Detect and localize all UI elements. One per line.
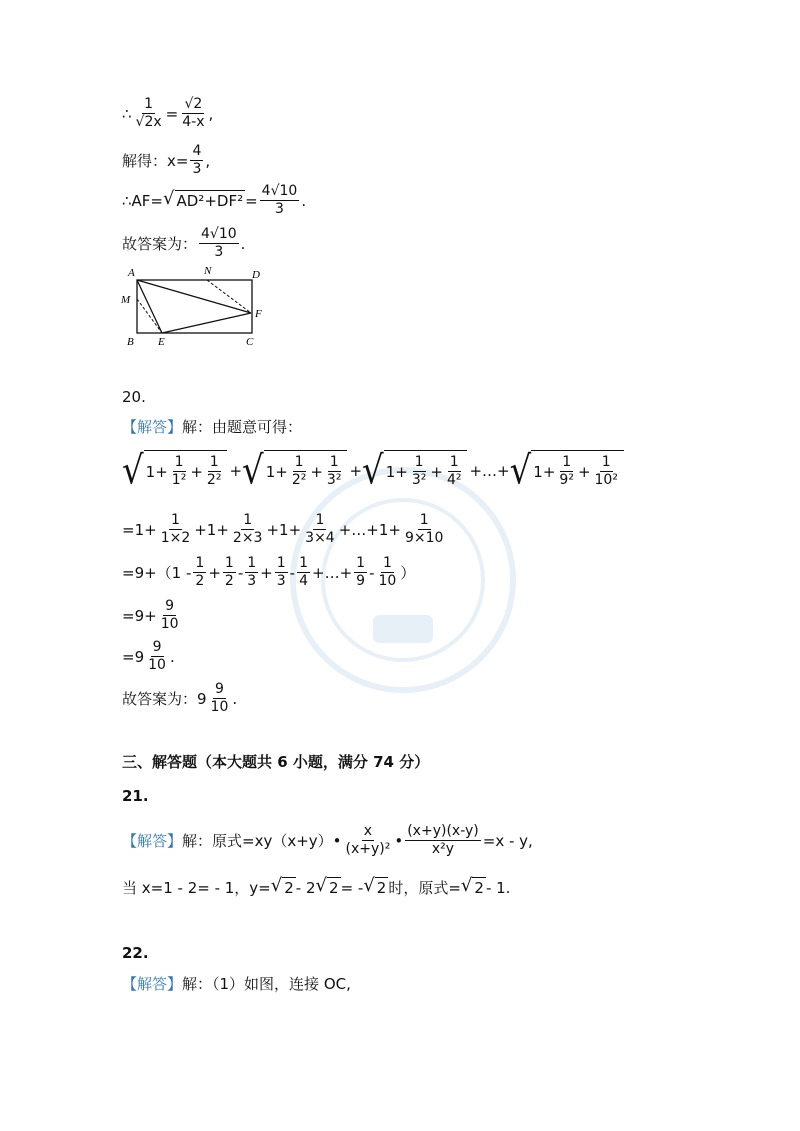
numerator: 1 bbox=[414, 454, 424, 470]
term-text: 1+ bbox=[385, 462, 408, 481]
plus-sign: + bbox=[349, 462, 363, 480]
row-start: =9+ bbox=[122, 606, 157, 625]
fraction bbox=[193, 555, 206, 590]
sqrt-term-2: √ 1+ $\frac{1}{\text{2²}}$ + $\frac{1}{\text{3²}}$ bbox=[242, 450, 347, 492]
denominator: 4 bbox=[299, 573, 309, 589]
p20-row-1 bbox=[122, 450, 626, 492]
fraction bbox=[405, 823, 481, 858]
fraction bbox=[377, 555, 399, 590]
numerator: 1 bbox=[195, 555, 205, 571]
denominator: 2 bbox=[224, 573, 234, 589]
fraction bbox=[170, 454, 189, 489]
p20-row-3 bbox=[122, 555, 415, 590]
sqrt-term-1: √ 1+ $\frac{1}{\text{1²}}$ + $\frac{1}{\text{2²}}$ bbox=[122, 450, 227, 492]
fraction bbox=[146, 639, 168, 674]
row-start: =1+ bbox=[122, 520, 157, 539]
denominator: √2x bbox=[135, 114, 162, 130]
numerator: 1 bbox=[601, 454, 611, 470]
row-start: =9 bbox=[122, 647, 145, 666]
fraction bbox=[275, 555, 288, 590]
operator-text: - bbox=[369, 563, 375, 582]
p20-row-5 bbox=[122, 639, 175, 674]
punctuation: . bbox=[240, 234, 246, 253]
operator-text: - bbox=[289, 563, 296, 582]
numerator: 1 bbox=[315, 512, 325, 528]
p19-line-1 bbox=[122, 96, 213, 131]
therefore-symbol: ∴ bbox=[122, 104, 132, 123]
fraction bbox=[245, 555, 258, 590]
fraction bbox=[231, 512, 265, 547]
sqrt-term-3: √ 1+ $\frac{1}{\text{3²}}$ + $\frac{1}{\text{4²}}$ bbox=[362, 450, 467, 492]
numerator: x bbox=[363, 823, 373, 839]
solution-tag: 【解答】 bbox=[122, 975, 183, 993]
radicand: 2 bbox=[329, 879, 339, 897]
fraction bbox=[410, 454, 429, 489]
denominator: 3 bbox=[247, 573, 257, 589]
term-text: 1+ bbox=[265, 462, 288, 481]
text-segment: 当 x=1 - 2= - 1，y= bbox=[122, 878, 271, 897]
term-text: 1+ bbox=[533, 462, 556, 481]
fraction bbox=[593, 454, 620, 489]
text-segment: = - bbox=[340, 878, 364, 897]
term-text: 1+ bbox=[145, 462, 168, 481]
fraction bbox=[325, 454, 344, 489]
denominator: 2² bbox=[291, 472, 307, 488]
denominator: 4-x bbox=[182, 114, 205, 130]
numerator: (x+y)(x-y) bbox=[407, 823, 479, 839]
sqrt-term-last: √ 1+ $\frac{1}{\text{9²}}$ + $\frac{1}{\text{10²}}$ bbox=[510, 450, 624, 492]
intro-text: 解：由题意可得： bbox=[182, 418, 303, 436]
square-root: √ 2 bbox=[460, 875, 484, 897]
radicand: 2 bbox=[376, 879, 387, 897]
operator-text: +1+ bbox=[266, 520, 302, 539]
row-start: =9+（1 - bbox=[122, 563, 192, 582]
numerator: 1 bbox=[171, 512, 180, 528]
fraction bbox=[445, 454, 464, 489]
operator-text: + bbox=[260, 563, 273, 582]
fraction bbox=[223, 555, 236, 590]
fraction bbox=[190, 143, 203, 178]
denominator: 9×10 bbox=[404, 530, 444, 546]
numerator: 9 bbox=[165, 598, 175, 614]
radicand: 2 bbox=[474, 879, 484, 897]
denominator: 9 bbox=[356, 573, 366, 589]
punctuation: , bbox=[205, 151, 211, 170]
denominator: 2 bbox=[195, 573, 205, 589]
denominator: 10 bbox=[148, 657, 166, 673]
operator-text: + bbox=[208, 563, 221, 582]
fraction bbox=[290, 454, 309, 489]
problem-20-number: 20. bbox=[122, 388, 146, 406]
denominator: 3×4 bbox=[305, 530, 335, 546]
numerator: 1 bbox=[562, 454, 572, 470]
numerator: 1 bbox=[247, 555, 257, 571]
text-segment: 时，原式= bbox=[388, 878, 461, 897]
denominator: 10 bbox=[160, 616, 179, 632]
fraction bbox=[354, 555, 367, 590]
numerator: 9 bbox=[152, 639, 162, 655]
punctuation: . bbox=[301, 191, 307, 210]
denominator: 4² bbox=[446, 472, 462, 488]
denominator: 3 bbox=[214, 244, 224, 260]
fraction bbox=[557, 454, 576, 489]
fraction bbox=[303, 512, 337, 547]
fraction bbox=[344, 823, 393, 858]
p20-row-2 bbox=[122, 512, 447, 547]
fraction bbox=[209, 681, 231, 716]
label-b: B bbox=[127, 336, 134, 348]
denominator: 3 bbox=[276, 573, 286, 589]
radicand: AD²+DF² bbox=[176, 192, 244, 210]
numerator: 1 bbox=[224, 555, 234, 571]
label-d: D bbox=[252, 269, 260, 281]
p20-answer-line bbox=[122, 681, 237, 716]
numerator: 1 bbox=[174, 454, 184, 470]
denominator: 3 bbox=[275, 201, 284, 217]
solution-tag: 【解答】 bbox=[122, 831, 183, 850]
numerator: 1 bbox=[382, 555, 392, 571]
denominator-text: 2x bbox=[144, 114, 162, 130]
problem-20-intro bbox=[122, 417, 302, 437]
numerator: 1 bbox=[276, 555, 286, 571]
p19-line-2 bbox=[122, 143, 210, 178]
expression-end: =x - y, bbox=[482, 831, 533, 850]
numerator: 4√10 bbox=[201, 226, 237, 242]
numerator: 4√10 bbox=[261, 183, 298, 199]
denominator: 3² bbox=[411, 472, 427, 488]
numerator: 9 bbox=[215, 681, 224, 697]
square-root: √ AD²+DF² bbox=[163, 188, 244, 210]
numerator: 1 bbox=[294, 454, 304, 470]
square-root: √ 2 bbox=[363, 875, 387, 897]
denominator: x²y bbox=[431, 841, 455, 857]
fraction bbox=[180, 96, 206, 131]
fraction bbox=[159, 512, 193, 547]
numerator: 1 bbox=[356, 555, 366, 571]
fraction bbox=[199, 226, 239, 261]
equals-sign: = bbox=[165, 104, 179, 123]
numerator: 1 bbox=[449, 454, 459, 470]
p22-line-1 bbox=[122, 974, 351, 994]
p21-line-2 bbox=[122, 877, 510, 898]
label-e: E bbox=[158, 336, 165, 348]
denominator: 2×3 bbox=[232, 530, 263, 546]
denominator: 1×2 bbox=[160, 530, 191, 546]
radicand: 2 bbox=[284, 879, 294, 897]
square-root: √ 2 bbox=[315, 875, 339, 897]
p19-line-3 bbox=[122, 183, 306, 218]
equals-sign: = bbox=[245, 191, 258, 210]
answer-label: 故答案为： bbox=[122, 234, 198, 253]
punctuation: . bbox=[169, 647, 175, 666]
ellipsis-plus: +…+ bbox=[469, 462, 510, 480]
numerator: 1 bbox=[419, 512, 429, 528]
denominator: 1² bbox=[171, 472, 187, 488]
operator-text: - bbox=[237, 563, 244, 582]
denominator: 3² bbox=[326, 472, 342, 488]
operator-text: +…+1+ bbox=[338, 520, 401, 539]
numerator: 4 bbox=[192, 143, 202, 159]
text-segment: - 2 bbox=[295, 878, 316, 897]
answer-label: 故答案为：9 bbox=[122, 689, 207, 708]
label-c: C bbox=[246, 336, 254, 348]
fraction bbox=[134, 96, 164, 131]
numerator: 1 bbox=[329, 454, 339, 470]
label-f: F bbox=[255, 308, 262, 320]
operator-text: +…+ bbox=[312, 563, 353, 582]
denominator: 10 bbox=[378, 573, 397, 589]
numerator: 1 bbox=[144, 96, 154, 112]
denominator: (x+y)² bbox=[345, 841, 391, 857]
punctuation: , bbox=[208, 104, 214, 123]
fraction bbox=[159, 598, 181, 633]
numerator-text: 2 bbox=[193, 96, 203, 112]
rectangle-figure bbox=[118, 262, 268, 352]
af-label: ∴AF= bbox=[122, 191, 164, 210]
p20-row-4 bbox=[122, 598, 183, 633]
solve-label: 解得：x= bbox=[122, 151, 189, 170]
plus-sign: + bbox=[229, 462, 243, 480]
label-n: N bbox=[204, 265, 212, 277]
operator-text: ） bbox=[400, 563, 416, 582]
operator-text: +1+ bbox=[194, 520, 229, 539]
numerator: 1 bbox=[209, 454, 219, 470]
text-segment: - 1. bbox=[485, 878, 511, 897]
denominator: 2² bbox=[206, 472, 222, 488]
denominator: 3 bbox=[192, 161, 202, 177]
p19-answer-line bbox=[122, 226, 245, 261]
label-a: A bbox=[128, 267, 135, 279]
problem-21-number: 21. bbox=[122, 787, 149, 805]
fraction bbox=[403, 512, 445, 547]
solution-text: 解：（1）如图，连接 OC, bbox=[182, 975, 351, 993]
denominator: 10² bbox=[594, 472, 618, 488]
solution-tag: 【解答】 bbox=[122, 418, 183, 436]
numerator: 1 bbox=[243, 512, 253, 528]
p21-line-1 bbox=[122, 823, 533, 858]
numerator: √2 bbox=[184, 96, 203, 112]
square-root: √ 2 bbox=[270, 875, 294, 897]
section-heading: 三、解答题（本大题共 6 小题，满分 74 分） bbox=[122, 753, 430, 771]
punctuation: . bbox=[232, 689, 238, 708]
fraction bbox=[297, 555, 310, 590]
denominator: 10 bbox=[210, 699, 229, 715]
problem-22-number: 22. bbox=[122, 944, 149, 962]
expression-start: 解：原式=xy（x+y）• bbox=[182, 831, 342, 850]
denominator: 9² bbox=[559, 472, 574, 488]
label-m: M bbox=[121, 294, 131, 306]
dot-operator: • bbox=[394, 831, 404, 850]
fraction bbox=[205, 454, 224, 489]
fraction bbox=[260, 183, 300, 218]
numerator: 1 bbox=[299, 555, 309, 571]
